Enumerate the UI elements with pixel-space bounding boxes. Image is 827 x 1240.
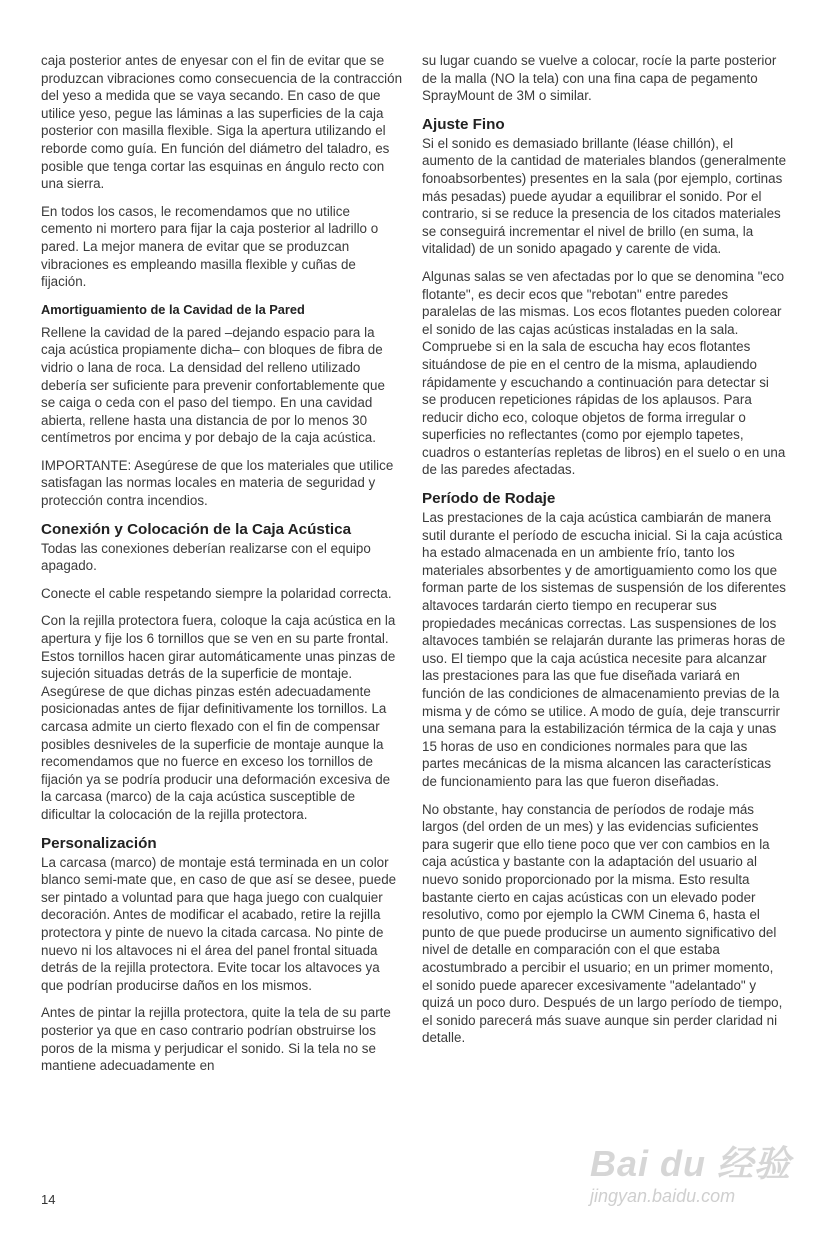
paragraph: Rellene la cavidad de la pared –dejando espacio para la caja acústica propiamente dicha– con bloques de fibra de vidrio o lana de roca. La densidad del relleno utilizado debería ser suficiente para prevenir confortablemente que se caiga o ceda con el paso del tiempo. En una cavidad abierta, rellene hasta una distancia de por lo menos 30 centímetros por encima y por debajo de la caja acústica.: [41, 324, 385, 446]
paragraph: Con la rejilla protectora fuera, coloque la caja acústica en la apertura y fije los 6 tornillos que se ven en su parte frontal. Estos tornillos hacen girar automáticamente unas pinzas de sujeción situadas detrás de la superficie de montaje. Asegúrese de que dichas pinzas estén adecuadamente posicionadas antes de fijar definitivamente los tornillos. La carcasa admite un cierto flexado con el fin de compensar posibles desniveles de la superficie de montaje aunque la recomendamos que no fuerce en exceso los tornillos de fijación ya se podría producir una deformación excesiva de la carcasa (marco) de la caja acústica susceptible de dificultar la colocación de la rejilla protectora.: [41, 613, 396, 822]
page-number: 14: [41, 1192, 56, 1207]
paragraph: La carcasa (marco) de montaje está terminada en un color blanco semi-mate que, en caso de que así se desee, puede ser pintado a voluntad para que haga juego con cualquier decoración. Antes de modificar el acabado, retire la rejilla protectora y pinte de nuevo la citada carcasa. No pinte de nuevo ni los altavoces ni el área del panel frontal situada detrás de la rejilla protectora. Evite tocar los altavoces ya que podrían producirse daños en los mismos.: [41, 854, 397, 993]
paragraph: caja posterior antes de enyesar con el fin de evitar que se produzcan vibraciones como consecuencia de la contracción del yeso a medida que se vaya secando. En caso de que utilice yeso, pegue las láminas a las superficies de la caja posterior con masilla flexible. Siga la apertura utilizando el reborde como guía. En función del diámetro del taladro, es posible que tenga cortar las esquinas en ángulo recto con una sierra.: [41, 53, 403, 192]
paragraph: Conecte el cable respetando siempre la polaridad correcta.: [41, 585, 392, 601]
paragraph: su lugar cuando se vuelve a colocar, rocíe la parte posterior de la malla (NO la tela) con una fina capa de pegamento SprayMount de 3M o similar.: [422, 53, 777, 104]
section-heading-conexion: Conexión y Colocación de la Caja Acústica: [41, 520, 352, 538]
watermark-url: jingyan.baidu.com: [590, 1186, 736, 1206]
left-column: [41, 52, 402, 1085]
section-heading-ajuste-fino: Ajuste Fino: [422, 115, 505, 133]
paragraph: No obstante, hay constancia de períodos de rodaje más largos (del orden de un mes) y las evidencias suficientes para sugerir que ello tiene poco que ver con cambios en la caja acústica y bastante con la adaptación del usuario al nuevo sonido proporcionado por la misma. Esto resulta bastante cierto en cajas acústicas con un elevado poder resolutivo, como por ejemplo la CWM Cinema 6, hasta el punto de que puede producirse un aumento significativo del nivel de detalle en comparación con el que estaba acostumbrado a percibir el usuario; en un primer momento, el sonido puede aparecer excesivamente "adelantado" y quizá un poco duro. Después de un largo período de tiempo, el sonido parecerá más suave aunque sin perder claridad ni detalle.: [422, 801, 783, 1046]
paragraph: Las prestaciones de la caja acústica cambiarán de manera sutil durante el período de escucha inicial. Si la caja acústica ha estado almacenada en un ambiente frío, tanto los materiales absorbentes y de amortiguamiento como los que forman parte de los sistemas de suspensión de los diferentes altavoces tardarán cierto tiempo en recuperar sus propiedades mecánicas correctas. Las suspensiones de los altavoces también se relajarán durante las primeras horas de uso. El tiempo que la caja acústica necesite para alcanzar las prestaciones para las que fue diseñada variará en función de las condiciones de almacenamiento previas de la misma y de cómo se utilice. A modo de guía, deje transcurrir una semana para la estabilización térmica de la caja y unas 15 horas de uso en condiciones normales para que las partes mecánicas de la misma alcancen las características de funcionamiento para las que fueron diseñadas.: [422, 510, 786, 789]
paragraph: Algunas salas se ven afectadas por lo que se denomina "eco flotante", es decir ecos que "rebotan" entre paredes paralelas de las mismas. Los ecos flotantes pueden colorear el sonido de las cajas acústicas instaladas en la sala. Compruebe si en la sala de escucha hay ecos flotantes situándose de pie en el centro de la misma, aplaudiendo rápidamente y escuchando a continuación para detectar si se producen repeticiones rápidas de los aplausos. Para reducir dicho eco, coloque objetos de forma irregular o superficies no reflectantes (como por ejemplo tapetes, cuadros o estanterías repletas de libros) en el suelo o en una de las paredes afectadas.: [422, 268, 786, 478]
section-heading-periodo-rodaje: Período de Rodaje: [422, 490, 556, 508]
watermark-logo: Bai du 经验: [590, 1143, 792, 1184]
baidu-watermark: [582, 1136, 812, 1220]
paragraph: Si el sonido es demasiado brillante (léase chillón), el aumento de la cantidad de materiales blandos (generalmente fonoabsorbentes) presentes en la sala (por ejemplo, cortinas más pesadas) puede ayudar a equilibrar el sonido. Por el contrario, si se reduce la presencia de los citados materiales se conseguirá incrementar el nivel de brillo (en suma, la vitalidad) de un sonido apagado y carente de vida.: [422, 135, 787, 257]
section-subheading-amortiguamiento: Amortiguamiento de la Cavidad de la Pared: [41, 301, 305, 317]
paragraph: Antes de pintar la rejilla protectora, quite la tela de su parte posterior ya que en caso contrario podrían obstruirse los poros de la misma y perjudicar el sonido. Si la tela no se mantiene adecuadamente en: [41, 1005, 391, 1074]
paragraph: IMPORTANTE: Asegúrese de que los materiales que utilice satisfagan las normas locales en materia de seguridad y protección contra incendios.: [41, 457, 394, 509]
section-heading-personalizacion: Personalización: [41, 834, 157, 852]
right-column: [422, 52, 786, 1057]
paragraph: En todos los casos, le recomendamos que no utilice cemento ni mortero para fijar la caja posterior al ladrillo o pared. La mejor manera de evitar que se produzcan vibraciones es empleando masilla flexible y cuñas de fijación.: [41, 203, 379, 290]
paragraph: Todas las conexiones deberían realizarse con el equipo apagado.: [41, 540, 371, 574]
